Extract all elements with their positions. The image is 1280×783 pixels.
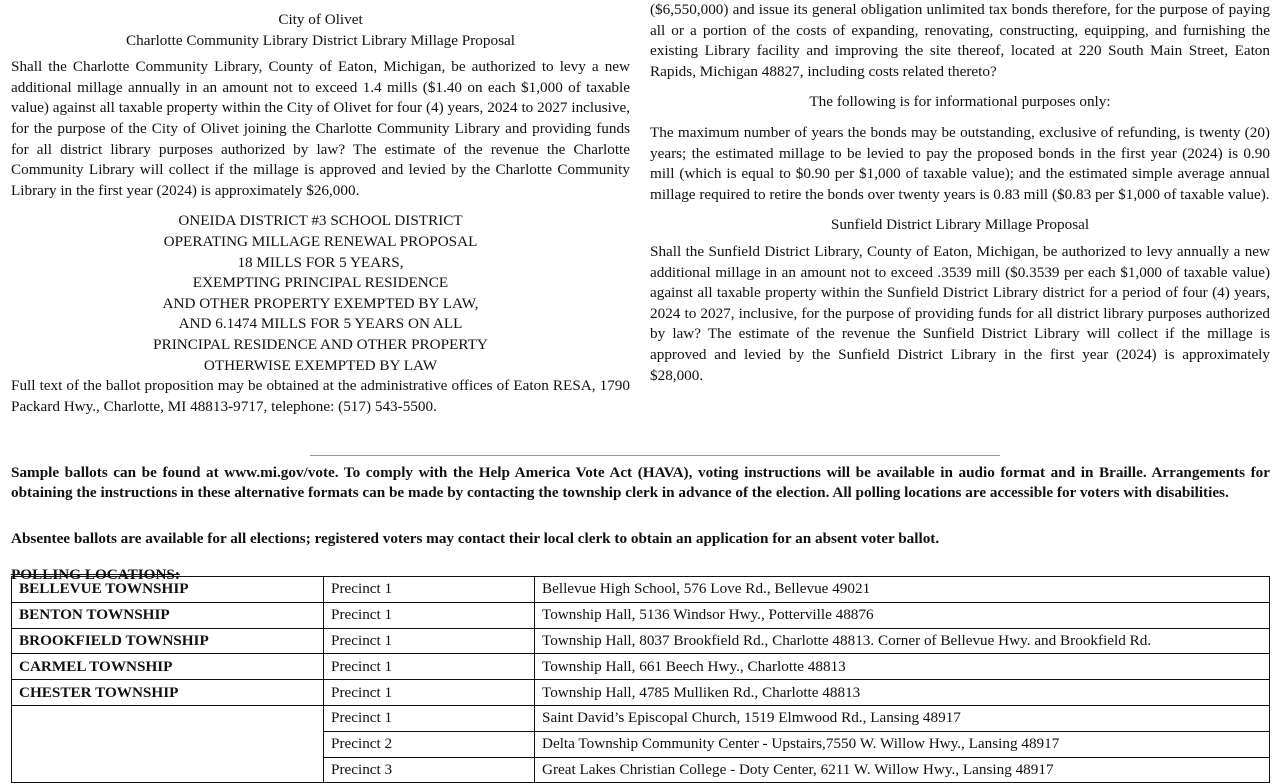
precinct-cell: Precinct 1 xyxy=(324,602,535,628)
oneida-heading xyxy=(11,211,630,376)
city-title: City of Olivet xyxy=(278,11,363,28)
location-cell: Township Hall, 661 Beech Hwy., Charlotte 48813 xyxy=(535,654,1270,680)
precinct-cell: Precinct 1 xyxy=(324,680,535,706)
oneida-heading-line: ONEIDA DISTRICT #3 SCHOOL DISTRICT xyxy=(178,212,463,230)
township-cell: CHESTER TOWNSHIP xyxy=(12,680,324,706)
oneida-heading-line: AND 6.1474 MILLS FOR 5 YEARS ON ALL xyxy=(178,315,463,333)
left-column xyxy=(11,0,630,417)
oneida-heading-line: PRINCIPAL RESIDENCE AND OTHER PROPERTY xyxy=(153,335,488,353)
location-cell: Delta Township Community Center - Upstairs,7550 W. Willow Hwy., Lansing 48917 xyxy=(535,731,1270,757)
oneida-heading-line: EXEMPTING PRINCIPAL RESIDENCE xyxy=(192,274,449,292)
location-cell: Great Lakes Christian College - Doty Center, 6211 W. Willow Hwy., Lansing 48917 xyxy=(535,757,1270,783)
oneida-heading-line: AND OTHER PROPERTY EXEMPTED BY LAW, xyxy=(162,294,479,312)
section-divider xyxy=(310,455,1000,456)
absentee-notice: Absentee ballots are available for all elections; registered voters may contact their local clerk to obtain an application for an absent voter ballot. xyxy=(11,530,940,547)
table-row xyxy=(12,680,1270,706)
location-cell: Township Hall, 4785 Mulliken Rd., Charlotte 48813 xyxy=(535,680,1270,706)
oneida-full-text-note: Full text of the ballot proposition may be obtained at the administrative offices of Eaton RESA, 1790 Packard Hwy., Charlotte, MI 48813-9717, telephone: (517) 543-5500. xyxy=(11,377,630,415)
table-row xyxy=(12,628,1270,654)
charlotte-proposal-body: Shall the Charlotte Community Library, County of Eaton, Michigan, be authorized to levy a new additional millage annually in an amount not to exceed 1.4 mills ($1.40 on each $1,000 of taxable value) against all taxable property within the City of Olivet for four (4) years, 2024 to 2027 inclusive, for the purpose of the City of Olivet joining the Charlotte Community Library and providing funds for all district library purposes authorized by law? The estimate of the revenue the Charlotte Community Library will collect if the millage is approved and levied by the Charlotte Community Library in the first year (2024) is approximately $26,000. xyxy=(11,58,630,199)
township-cell: CARMEL TOWNSHIP xyxy=(12,654,324,680)
oneida-heading-line: OPERATING MILLAGE RENEWAL PROPOSAL xyxy=(163,232,478,250)
precinct-cell: Precinct 1 xyxy=(324,577,535,603)
oneida-heading-line: 18 MILLS FOR 5 YEARS, xyxy=(237,253,404,271)
charlotte-proposal-title: Charlotte Community Library District Library Millage Proposal xyxy=(126,31,515,49)
precinct-cell: Precinct 2 xyxy=(324,731,535,757)
table-row xyxy=(12,602,1270,628)
location-cell: Township Hall, 8037 Brookfield Rd., Charlotte 48813. Corner of Bellevue Hwy. and Brookfield Rd. xyxy=(535,628,1270,654)
precinct-cell: Precinct 1 xyxy=(324,705,535,731)
polling-locations-table xyxy=(11,576,1270,783)
sunfield-proposal-title: Sunfield District Library Millage Proposal xyxy=(830,216,1090,234)
precinct-cell: Precinct 1 xyxy=(324,628,535,654)
township-cell xyxy=(12,705,324,782)
location-cell: Saint David’s Episcopal Church, 1519 Elmwood Rd., Lansing 48917 xyxy=(535,705,1270,731)
precinct-cell: Precinct 1 xyxy=(324,654,535,680)
informational-heading: The following is for informational purposes only: xyxy=(809,93,1111,111)
oneida-heading-line: OTHERWISE EXEMPTED BY LAW xyxy=(203,356,438,374)
township-cell: BENTON TOWNSHIP xyxy=(12,602,324,628)
precinct-cell: Precinct 3 xyxy=(324,757,535,783)
polling-locations-label: POLLING LOCATIONS: xyxy=(11,566,180,583)
location-cell: Township Hall, 5136 Windsor Hwy., Potterville 48876 xyxy=(535,602,1270,628)
location-cell: Bellevue High School, 576 Love Rd., Bellevue 49021 xyxy=(535,577,1270,603)
table-row xyxy=(12,654,1270,680)
township-cell: BROOKFIELD TOWNSHIP xyxy=(12,628,324,654)
table-row xyxy=(12,705,1270,731)
township-cell: BELLEVUE TOWNSHIP xyxy=(12,577,324,603)
right-column xyxy=(650,0,1270,386)
sunfield-proposal-body: Shall the Sunfield District Library, County of Eaton, Michigan, be authorized to levy annually a new additional millage in an amount not to exceed .3539 mill ($0.3539 per each $1,000 of taxable value) against all taxable property within the Sunfield District Library district for a period of four (4) years, 2024 to 2027, inclusive, for the purpose of providing funds for all district library purposes authorized by law? The estimate of the revenue the Sunfield District Library will collect if the millage is approved and levied by the Sunfield District Library in the first year (2024) is approximately $28,000. xyxy=(650,242,1270,384)
table-row xyxy=(12,577,1270,603)
sample-ballot-notice: Sample ballots can be found at www.mi.gov/vote. To comply with the Help America Vote Act (HAVA), voting instructions will be available in audio format and in Braille. Arrangements for obtaining the instructions in these alternative formats can be made by contacting the township clerk in advance of the election. All polling locations are accessible for voters with disabilities. xyxy=(11,464,1270,501)
bond-info-body: The maximum number of years the bonds may be outstanding, exclusive of refunding, is twenty (20) years; the estimated millage to be levied to pay the proposed bonds in the first year (2024) is 0.90 mill (which is equal to $0.90 per $1,000 of taxable value); and the estimated simple average annual millage required to retire the bonds over twenty years is 0.83 mill ($0.83 per $1,000 of taxable value). xyxy=(650,123,1270,203)
bond-proposal-body: ($6,550,000) and issue its general obligation unlimited tax bonds therefore, for the purpose of paying all or a portion of the costs of expanding, renovating, constructing, equipping, and furnishing the existing Library facility and improving the site thereof, located at 220 South Main Street, Eaton Rapids, Michigan 48827, including costs related thereto? xyxy=(650,1,1270,80)
